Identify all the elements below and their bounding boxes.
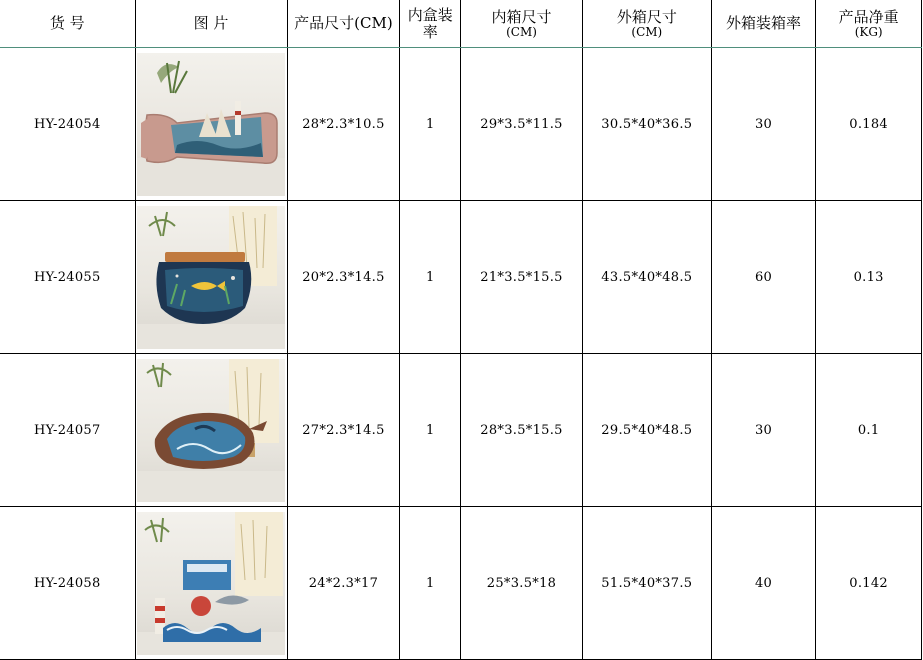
table-row bbox=[0, 507, 922, 660]
cell-image bbox=[135, 507, 287, 660]
header-row bbox=[0, 0, 922, 48]
table-row bbox=[0, 354, 922, 507]
cell-item-no: HY-24057 bbox=[0, 354, 135, 507]
cell-product-size: 28*2.3*10.5 bbox=[287, 48, 400, 201]
cell-inner-box-qty: 1 bbox=[400, 354, 461, 507]
cell-net-weight: 0.184 bbox=[816, 48, 922, 201]
cell-inner-carton-size: 25*3.5*18 bbox=[461, 507, 583, 660]
cell-net-weight: 0.142 bbox=[816, 507, 922, 660]
product-photo-conch-shell-lamp bbox=[137, 359, 285, 502]
cell-product-size: 27*2.3*14.5 bbox=[287, 354, 400, 507]
table-row bbox=[0, 48, 922, 201]
cell-inner-box-qty: 1 bbox=[400, 201, 461, 354]
cell-outer-carton-qty: 60 bbox=[711, 201, 816, 354]
cell-outer-carton-size: 30.5*40*36.5 bbox=[582, 48, 711, 201]
cell-inner-carton-size: 28*3.5*15.5 bbox=[461, 354, 583, 507]
cell-outer-carton-size: 43.5*40*48.5 bbox=[582, 201, 711, 354]
cell-outer-carton-size: 51.5*40*37.5 bbox=[582, 507, 711, 660]
cell-net-weight: 0.13 bbox=[816, 201, 922, 354]
header-inner-box-qty: 内盒装率 bbox=[400, 0, 461, 48]
cell-item-no: HY-24055 bbox=[0, 201, 135, 354]
cell-inner-box-qty: 1 bbox=[400, 507, 461, 660]
table-row bbox=[0, 201, 922, 354]
cell-item-no: HY-24054 bbox=[0, 48, 135, 201]
header-outer-carton-qty: 外箱装箱率 bbox=[711, 0, 816, 48]
header-item-no: 货 号 bbox=[0, 0, 135, 48]
cell-outer-carton-qty: 30 bbox=[711, 48, 816, 201]
cell-inner-carton-size: 21*3.5*15.5 bbox=[461, 201, 583, 354]
cell-net-weight: 0.1 bbox=[816, 354, 922, 507]
header-inner-carton-size: 内箱尺寸 (CM) bbox=[461, 0, 583, 48]
cell-inner-box-qty: 1 bbox=[400, 48, 461, 201]
cell-image bbox=[135, 354, 287, 507]
header-net-weight: 产品净重 (KG) bbox=[816, 0, 922, 48]
product-photo-harbor-scene-lamp bbox=[137, 512, 285, 655]
header-image: 图 片 bbox=[135, 0, 287, 48]
cell-image bbox=[135, 48, 287, 201]
product-photo-fishbowl-lamp bbox=[137, 206, 285, 349]
header-product-size: 产品尺寸(CM) bbox=[287, 0, 400, 48]
product-photo-bottle-lamp bbox=[137, 53, 285, 196]
cell-image bbox=[135, 201, 287, 354]
cell-outer-carton-size: 29.5*40*48.5 bbox=[582, 354, 711, 507]
cell-inner-carton-size: 29*3.5*11.5 bbox=[461, 48, 583, 201]
header-outer-carton-size: 外箱尺寸 (CM) bbox=[582, 0, 711, 48]
cell-item-no: HY-24058 bbox=[0, 507, 135, 660]
cell-product-size: 24*2.3*17 bbox=[287, 507, 400, 660]
cell-outer-carton-qty: 40 bbox=[711, 507, 816, 660]
cell-outer-carton-qty: 30 bbox=[711, 354, 816, 507]
cell-product-size: 20*2.3*14.5 bbox=[287, 201, 400, 354]
